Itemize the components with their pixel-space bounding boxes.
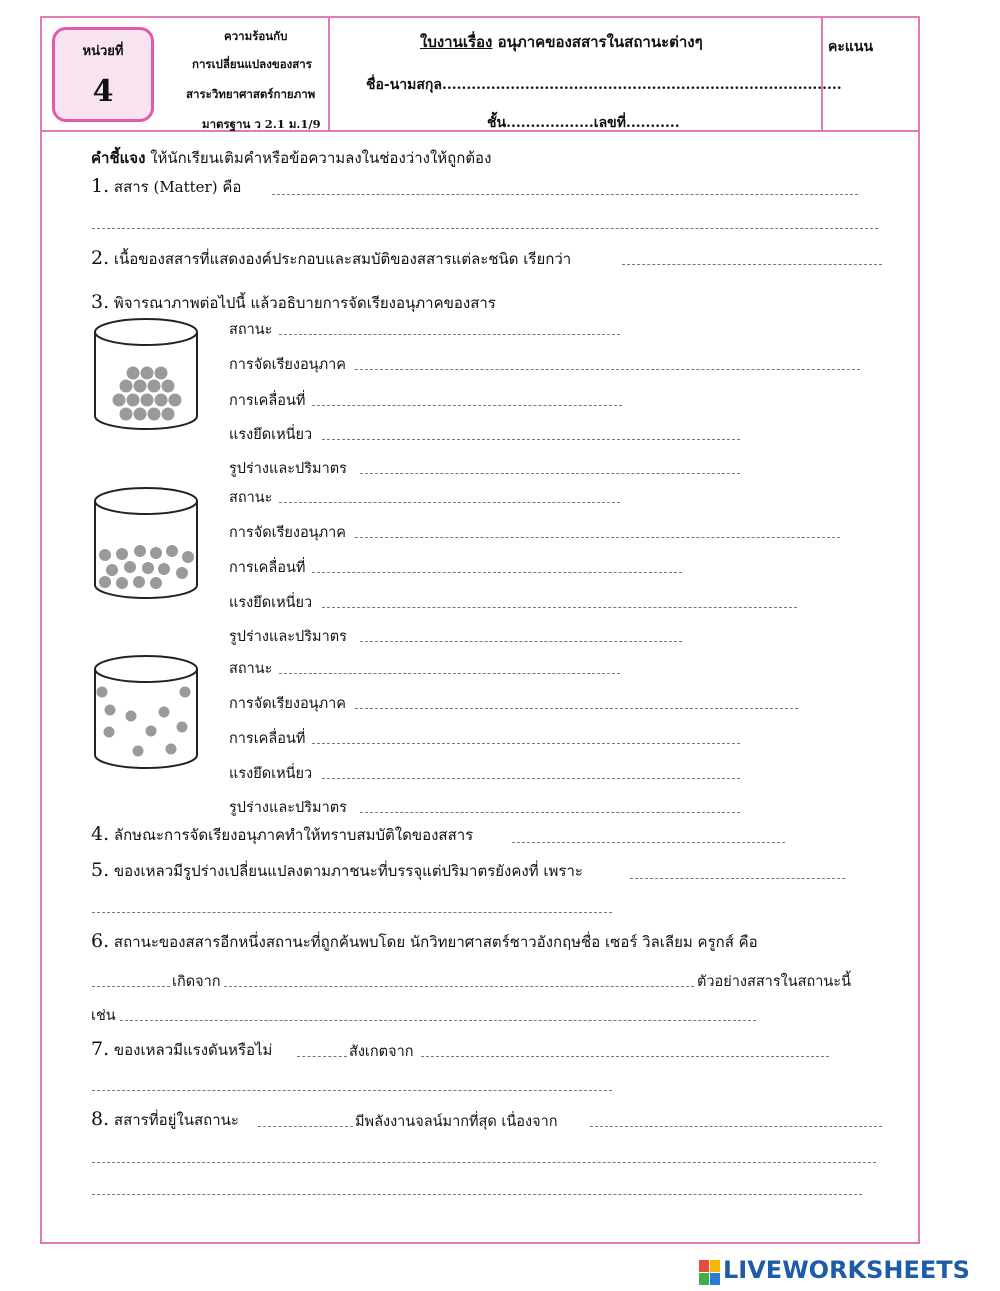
answer-line-q5-b[interactable]: [92, 912, 612, 913]
worksheet-title: [420, 30, 703, 54]
instruction-label: คำชี้แจง: [91, 149, 146, 167]
answer-line-state-2[interactable]: [279, 502, 620, 503]
question-2-text: เนื้อของสสารที่แสดงองค์ประกอบและสมบัติของสสารแต่ละชนิด เรียกว่า: [109, 250, 572, 268]
liveworksheets-logo-icon: [699, 1258, 721, 1288]
unit-number: 4: [92, 74, 114, 109]
shape-volume-label-1: รูปร่างและปริมาตร: [229, 461, 347, 477]
class-number-field[interactable]: ชั้น..................เลขที่...........: [487, 115, 680, 131]
question-7-number: 7.: [91, 1038, 110, 1060]
question-8: [91, 1109, 239, 1130]
question-6-number: 6.: [91, 930, 110, 952]
movement-label-1: การเคลื่อนที่: [229, 393, 306, 409]
answer-line-q8-c[interactable]: [92, 1162, 876, 1163]
question-4-text: ลักษณะการจัดเรียงอนุภาคทำให้ทราบสมบัติใดของสสาร: [109, 826, 474, 844]
cohesion-label-3: แรงยึดเหนี่ยว: [229, 766, 313, 782]
question-2: [91, 248, 571, 269]
gas-particles: [97, 687, 191, 757]
answer-line-shape-volume-2[interactable]: [360, 641, 682, 642]
name-field[interactable]: ชื่อ-นามสกุล..................................................................................: [366, 77, 842, 93]
arrangement-label-3: การจัดเรียงอนุภาค: [229, 696, 346, 712]
answer-line-q4[interactable]: [512, 842, 785, 843]
answer-line-q8-d[interactable]: [92, 1194, 862, 1195]
liveworksheets-logo[interactable]: LIVEWORKSHEETS: [723, 1256, 970, 1284]
state-label-3: สถานะ: [229, 661, 273, 677]
answer-line-shape-volume-1[interactable]: [360, 473, 740, 474]
answer-line-movement-2[interactable]: [312, 572, 682, 573]
answer-line-q5-a[interactable]: [630, 878, 845, 879]
answer-line-q1-a[interactable]: [272, 194, 858, 195]
worksheet-title-text: อนุภาคของสสารในสถานะต่างๆ: [492, 33, 703, 51]
question-6-caused-by: เกิดจาก: [172, 974, 221, 990]
answer-line-q6-a[interactable]: [92, 986, 170, 987]
question-8-text: สสารที่อยู่ในสถานะ: [109, 1111, 239, 1129]
question-3-number: 3.: [91, 291, 110, 313]
shape-volume-label-3: รูปร่างและปริมาตร: [229, 800, 347, 816]
question-8-number: 8.: [91, 1108, 110, 1130]
answer-line-arrangement-3[interactable]: [355, 708, 798, 709]
question-3-text: พิจารณาภาพต่อไปนี้ แล้วอธิบายการจัดเรียงอนุภาคของสาร: [109, 294, 496, 312]
topic-line-3: สาระวิทยาศาสตร์กายภาพ: [186, 87, 316, 101]
question-7-text: ของเหลวมีแรงดันหรือไม่: [109, 1041, 273, 1059]
cohesion-label-2: แรงยึดเหนี่ยว: [229, 595, 313, 611]
answer-line-q6-c[interactable]: [120, 1020, 756, 1021]
answer-line-q7-b[interactable]: [421, 1056, 829, 1057]
answer-line-movement-1[interactable]: [312, 405, 622, 406]
movement-label-2: การเคลื่อนที่: [229, 560, 306, 576]
answer-line-cohesion-1[interactable]: [322, 439, 740, 440]
header-divider-1: [328, 16, 330, 132]
liquid-particles-container: [92, 485, 200, 599]
answer-line-q8-b[interactable]: [590, 1126, 882, 1127]
arrangement-label-2: การจัดเรียงอนุภาค: [229, 525, 346, 541]
question-6: [91, 931, 758, 952]
state-label-1: สถานะ: [229, 322, 273, 338]
solid-particles: [113, 367, 182, 421]
question-5-text: ของเหลวมีรูปร่างเปลี่ยนแปลงตามภาชนะที่บรรจุแต่ปริมาตรยังคงที่ เพราะ: [109, 862, 583, 880]
answer-line-shape-volume-3[interactable]: [360, 812, 740, 813]
question-6-text: สถานะของสสารอีกหนึ่งสถานะที่ถูกค้นพบโดย นักวิทยาศาสตร์ชาวอังกฤษชื่อ เซอร์ วิลเลียม ครูกส์ คือ: [109, 933, 758, 951]
question-4-number: 4.: [91, 823, 110, 845]
liquid-particles: [99, 545, 194, 589]
shape-volume-label-2: รูปร่างและปริมาตร: [229, 629, 347, 645]
topic-line-4: มาตรฐาน ว 2.1 ม.1/9: [202, 117, 321, 131]
question-3: [91, 292, 496, 313]
instruction: [91, 150, 491, 167]
question-6-example: ตัวอย่างสสารในสถานะนี้: [697, 974, 851, 990]
answer-line-movement-3[interactable]: [312, 743, 740, 744]
score-label: คะแนน: [828, 39, 874, 55]
cohesion-label-1: แรงยึดเหนี่ยว: [229, 427, 313, 443]
question-1-number: 1.: [91, 175, 110, 197]
answer-line-q7-a[interactable]: [297, 1056, 347, 1057]
answer-line-q2[interactable]: [622, 264, 882, 265]
answer-line-cohesion-3[interactable]: [322, 778, 740, 779]
answer-line-q7-c[interactable]: [92, 1090, 612, 1091]
answer-line-cohesion-2[interactable]: [322, 607, 797, 608]
answer-line-arrangement-2[interactable]: [355, 537, 840, 538]
state-label-2: สถานะ: [229, 490, 273, 506]
solid-particles-container: [92, 316, 200, 430]
answer-line-arrangement-1[interactable]: [355, 369, 860, 370]
answer-line-q1-b[interactable]: [92, 228, 878, 229]
unit-badge: [52, 27, 154, 122]
question-7: [91, 1039, 272, 1060]
answer-line-q8-a[interactable]: [258, 1126, 353, 1127]
question-4: [91, 824, 473, 845]
question-2-number: 2.: [91, 247, 110, 269]
question-5-number: 5.: [91, 859, 110, 881]
question-6-such-as: เช่น: [91, 1008, 116, 1024]
worksheet-header: [40, 16, 920, 132]
answer-line-q6-b[interactable]: [224, 986, 694, 987]
question-1: [91, 176, 241, 197]
answer-line-state-1[interactable]: [279, 334, 620, 335]
question-1-text: สสาร (Matter) คือ: [109, 178, 242, 196]
gas-particles-container: [92, 653, 200, 769]
movement-label-3: การเคลื่อนที่: [229, 731, 306, 747]
worksheet-title-prefix: ใบงานเรื่อง: [420, 33, 493, 51]
question-5: [91, 860, 583, 881]
topic-line-2: การเปลี่ยนแปลงของสาร: [192, 57, 312, 71]
arrangement-label-1: การจัดเรียงอนุภาค: [229, 357, 346, 373]
topic-line-1: ความร้อนกับ: [224, 29, 288, 43]
header-bottom-divider: [40, 130, 920, 132]
answer-line-state-3[interactable]: [279, 673, 620, 674]
unit-label: หน่วยที่: [82, 44, 124, 59]
question-8-kinetic-energy: มีพลังงานจลน์มากที่สุด เนื่องจาก: [355, 1114, 558, 1130]
question-7-observe-from: สังเกตจาก: [349, 1044, 414, 1060]
instruction-text: ให้นักเรียนเติมคำหรือข้อความลงในช่องว่างให้ถูกต้อง: [145, 149, 492, 167]
